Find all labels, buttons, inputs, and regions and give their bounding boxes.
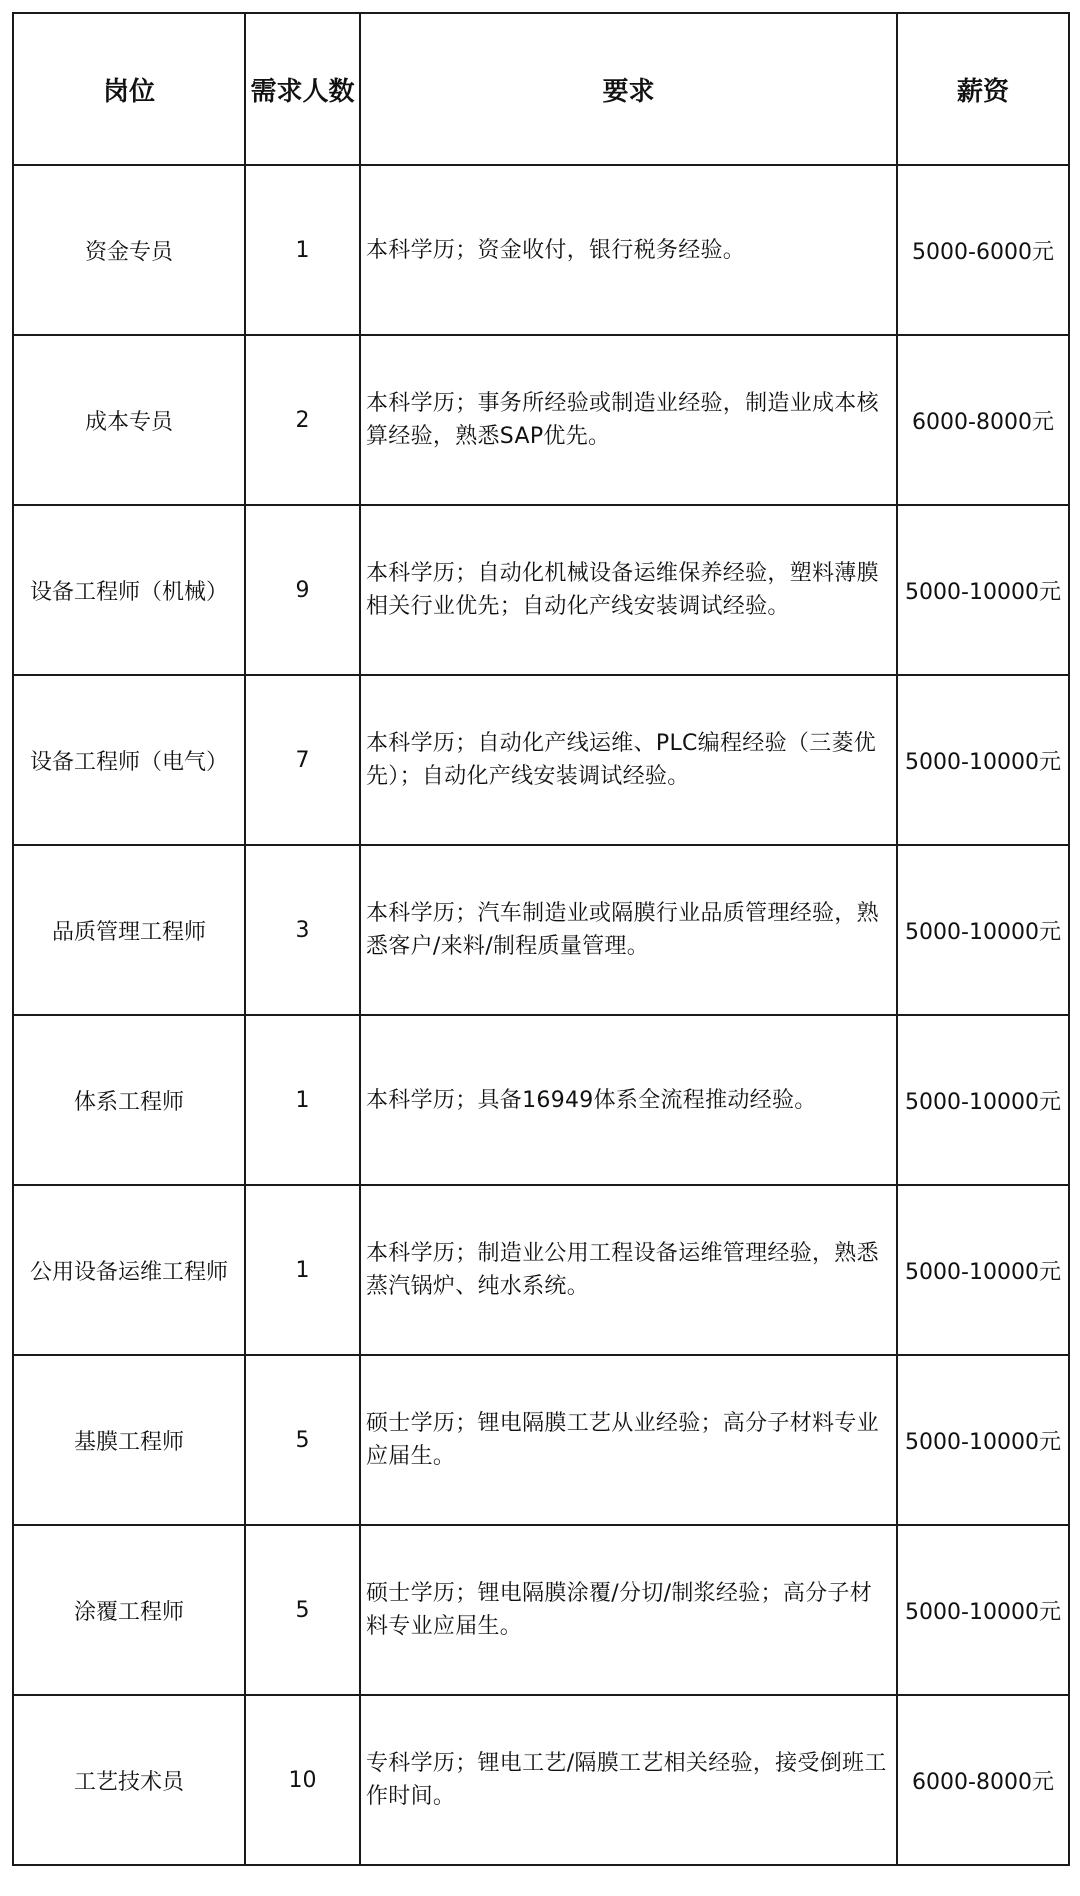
cell-requirements: 本科学历；具备16949体系全流程推动经验。 xyxy=(360,1015,897,1185)
cell-salary: 5000-10000元 xyxy=(897,1355,1069,1525)
cell-count: 3 xyxy=(245,845,360,1015)
cell-count: 10 xyxy=(245,1695,360,1865)
job-table xyxy=(12,12,1070,1866)
cell-requirements: 本科学历；汽车制造业或隔膜行业品质管理经验，熟悉客户/来料/制程质量管理。 xyxy=(360,845,897,1015)
table-header xyxy=(13,13,1069,165)
cell-salary: 5000-10000元 xyxy=(897,1525,1069,1695)
cell-count: 1 xyxy=(245,1185,360,1355)
cell-count: 7 xyxy=(245,675,360,845)
cell-position: 公用设备运维工程师 xyxy=(13,1185,245,1355)
cell-position: 资金专员 xyxy=(13,165,245,335)
cell-count: 5 xyxy=(245,1355,360,1525)
cell-requirements: 硕士学历；锂电隔膜工艺从业经验；高分子材料专业应届生。 xyxy=(360,1355,897,1525)
cell-requirements: 本科学历；制造业公用工程设备运维管理经验，熟悉蒸汽锅炉、纯水系统。 xyxy=(360,1185,897,1355)
cell-requirements: 本科学历；自动化产线运维、PLC编程经验（三菱优先）；自动化产线安装调试经验。 xyxy=(360,675,897,845)
table-row xyxy=(13,335,1069,505)
cell-position: 品质管理工程师 xyxy=(13,845,245,1015)
cell-salary: 6000-8000元 xyxy=(897,1695,1069,1865)
table-row xyxy=(13,1355,1069,1525)
cell-salary: 5000-10000元 xyxy=(897,845,1069,1015)
cell-requirements: 本科学历；资金收付，银行税务经验。 xyxy=(360,165,897,335)
header-row xyxy=(13,13,1069,165)
cell-salary: 5000-10000元 xyxy=(897,1015,1069,1185)
cell-count: 5 xyxy=(245,1525,360,1695)
table-row xyxy=(13,1695,1069,1865)
cell-salary: 5000-10000元 xyxy=(897,505,1069,675)
cell-requirements: 本科学历；自动化机械设备运维保养经验，塑料薄膜相关行业优先；自动化产线安装调试经验。 xyxy=(360,505,897,675)
cell-count: 2 xyxy=(245,335,360,505)
header-requirements: 要求 xyxy=(360,13,897,165)
table-row xyxy=(13,1015,1069,1185)
cell-position: 基膜工程师 xyxy=(13,1355,245,1525)
cell-position: 工艺技术员 xyxy=(13,1695,245,1865)
cell-salary: 6000-8000元 xyxy=(897,335,1069,505)
cell-count: 1 xyxy=(245,1015,360,1185)
cell-salary: 5000-10000元 xyxy=(897,1185,1069,1355)
table-row xyxy=(13,675,1069,845)
table-row xyxy=(13,845,1069,1015)
cell-requirements: 专科学历；锂电工艺/隔膜工艺相关经验，接受倒班工作时间。 xyxy=(360,1695,897,1865)
cell-position: 设备工程师（机械） xyxy=(13,505,245,675)
cell-salary: 5000-6000元 xyxy=(897,165,1069,335)
cell-salary: 5000-10000元 xyxy=(897,675,1069,845)
cell-position: 涂覆工程师 xyxy=(13,1525,245,1695)
header-salary: 薪资 xyxy=(897,13,1069,165)
table-row xyxy=(13,1525,1069,1695)
table-row xyxy=(13,1185,1069,1355)
cell-requirements: 本科学历；事务所经验或制造业经验，制造业成本核算经验，熟悉SAP优先。 xyxy=(360,335,897,505)
header-count: 需求人数 xyxy=(245,13,360,165)
header-position: 岗位 xyxy=(13,13,245,165)
cell-requirements: 硕士学历；锂电隔膜涂覆/分切/制浆经验；高分子材料专业应届生。 xyxy=(360,1525,897,1695)
cell-position: 设备工程师（电气） xyxy=(13,675,245,845)
cell-position: 体系工程师 xyxy=(13,1015,245,1185)
table-row xyxy=(13,505,1069,675)
cell-count: 9 xyxy=(245,505,360,675)
cell-position: 成本专员 xyxy=(13,335,245,505)
cell-count: 1 xyxy=(245,165,360,335)
table-row xyxy=(13,165,1069,335)
table-body xyxy=(13,165,1069,1865)
